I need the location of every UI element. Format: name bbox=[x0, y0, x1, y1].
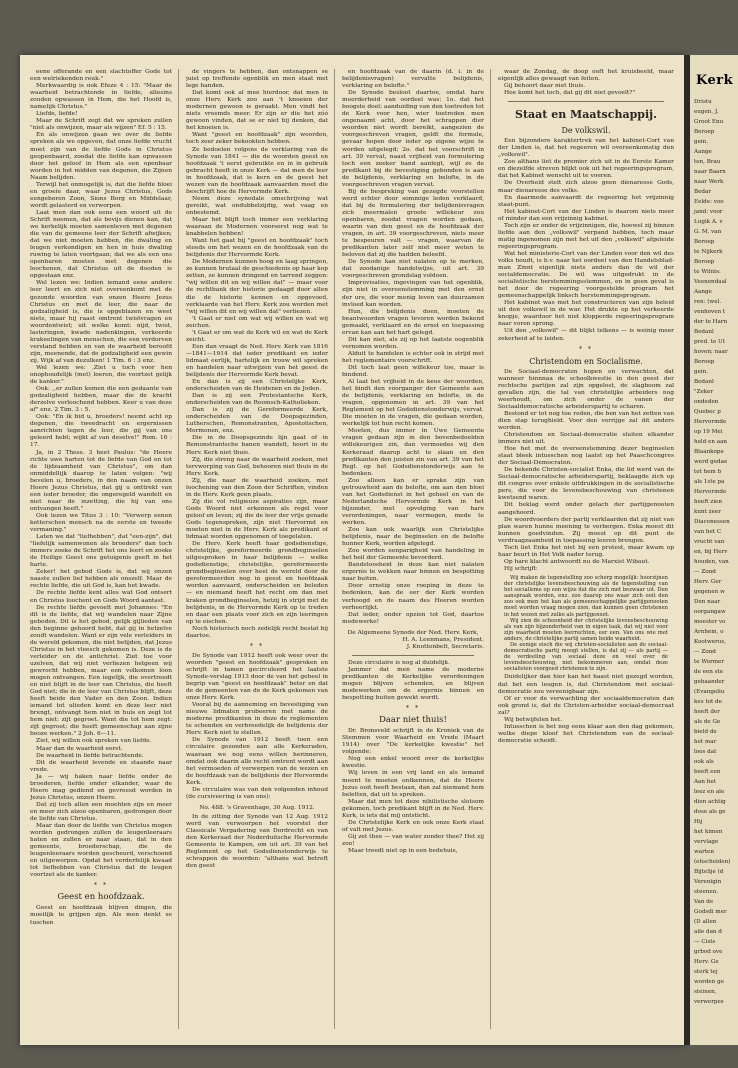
paragraph: Zoo alleen kan er sprake zijn van getrouwheid aan de belofte, om aan den bloei van het Godsdienst in het geheel en van de Nederlandsche Hervormde Kerk in het bijzonder, met opvolging van hare verordeningen, naar vermogen, mede te werken. bbox=[342, 477, 484, 526]
paragraph: eene offerande en een slachtoffer Gode tot een welriekenden reuk." bbox=[30, 69, 172, 83]
paragraph: In de zitting der Synode van 12 Aug. 1912 werd van verwoorpen het voorstel der Classicale Vergadering van Dordrecht en van den Kerkeraad der Nederduitsche Hervormde Gemeente te Kampen, om uit art. 39 van het Reglement op het Godsdienstonderwijs te schrappen de woorden: "althans wat betreft den geest bbox=[186, 813, 328, 870]
paragraph: Hoe komt het toch, dat gij dit niet gevoelt?" bbox=[504, 90, 636, 97]
col4-body-d bbox=[498, 674, 674, 744]
adjacent-page-line: Beroep bbox=[694, 359, 715, 365]
paragraph: Die in de Doopsgezinde lijn gaat of in Remonstrantsche banen wandelt, hoort in de Herv. Kerk niet thuis. bbox=[186, 435, 328, 456]
paragraph: Noch historisch noch zedelijk recht bestat bij daartoe. bbox=[186, 625, 328, 639]
paragraph: Wij zien de schoonheid der christelijke levensbeschouwing als van zijn bijzonderheid van in eigen taak, dat wij niet voor zijn waarheid moeten leerrechten, eer een. Van ons wie met anders, de christelijke partij samen beide waarheid. bbox=[504, 617, 668, 642]
paragraph: En daarmede aanvaardt de regeering het vrijzinnig staat-punt. bbox=[498, 194, 674, 208]
paragraph: Ze bedoelen volgens de verklaring van de Synode van 1841 — die de woorden geest en hoofdzaak 't eerst gebruikte en in in gebruik gebracht heeft in onze Kerk — dat men de leer in hoofdzaak, dat is kern en de geest het wezen van de hoofdzaak aanvaarden moet die beschrijft hoe de Hervormde Kerk. bbox=[186, 146, 328, 195]
paragraph: Maar het blijft toch immer een verklaring waaraan de Modernen voorserst nog wat te knabbelen hebben! bbox=[186, 216, 328, 238]
paragraph: De Sociaal-democraten hopen en verwachten, dat wanneer binnnaa de schoolkwestie in den geest der rechtsche partijen zal zijn opgelost, de slagboom zal gevallen zijn, die tal van christelijke arbeiders nog weerhoudt, om zich onder de vanen der Sociaaldemocratische arbeiderspartij te scharen. bbox=[498, 368, 674, 410]
paragraph: Dan is zij de Gereformeerde Kerk, onderscheiden van de Doopsgezinden, Lutherschen, Remonstranten, Apostolischen, Mormonen, enz. bbox=[186, 407, 328, 435]
col3-stars: * * bbox=[406, 705, 420, 713]
adjacent-page-line: Hervormde bbox=[694, 489, 727, 495]
paragraph: Laat men dan ook eens een woord uit de Schrift noemen, dat als bevijs dienen kan, dat we kerkelijk moeten samenleven met degenen die van de gemeene leer der Schrift afwijken; dat we niet moeten hebben, die dwaling en leugen verkondigen en hen in huis dwaling ruwing te laten voortgaan; dat we als een ons openbaren moeten met degenen die loochenen, dat Christus uit de dooden is opgestaan enz. bbox=[30, 209, 172, 280]
col3-heading-daar-niet-thuis: Daar niet thuis! bbox=[379, 715, 447, 726]
adjacent-page-line: Verenigin bbox=[694, 879, 722, 885]
paragraph: Dan is zij een Protestantsche Kerk, onderscheiden van de Roomsch-Katholieken. bbox=[186, 393, 328, 407]
paragraph: Dat ieder, onder opzien tot God, daartoe medewerke! bbox=[342, 611, 484, 625]
col4-stars: * * bbox=[579, 345, 593, 353]
adjacent-page-line: held en aan bbox=[694, 439, 728, 445]
paragraph: De bekende Christen-socialist Enka, die lid werd van de Sociaal-democratische arbeiderspartij, beklaagde zich op dit congres over enkele uitdrukkingen in de socialistische pers, die voor de levensbeschouwing van christenen kwetsend waren. bbox=[498, 467, 674, 502]
adjacent-page-line: Eelde: voo bbox=[694, 199, 724, 205]
paragraph: Wij leven in een vrij land en als iemand meent te moeten ontkennen, dat de Heere Jezus ooit heeft bestaan, dan zal niemand hem beletten, dat uit te spreken. bbox=[342, 770, 484, 798]
paragraph: Alduit te handelen is echter ook in strijd met het reglementaire voorschrift. bbox=[342, 350, 484, 364]
adjacent-page-line: der te Harn bbox=[694, 319, 728, 325]
paragraph: Ook: ,,er zullen komen die een gedaante van godzaligheid hebben, maar die de kracht derzelve verloochend hebben. Keer u van deze af" enz. 2 Tim. 3 : 5. bbox=[30, 386, 172, 414]
adjacent-page-line: kes tot de bbox=[694, 699, 722, 705]
adjacent-page-line: als 1ste pa bbox=[694, 479, 725, 485]
adjacent-page-line: Beroep bbox=[694, 259, 715, 265]
paragraph: Christendom en Sociaal-democratie sluiten elkander immers niet uit. bbox=[498, 432, 674, 446]
paragraph: Terwijl het onmogelijk is, dat die liefde bloei en groeie daar, waar Jezus Christus, Gods eengeboren Zoon, Sions Borg en Middelaar, wordt gelasterd en verworpen. bbox=[30, 181, 172, 209]
adjacent-page-line: verwerpes bbox=[694, 999, 724, 1005]
col3-body-b bbox=[342, 660, 484, 702]
col4-body-c bbox=[498, 369, 674, 573]
adjacent-page-line: ren: (wel. bbox=[694, 299, 722, 305]
adjacent-page-line: "Zeker bbox=[694, 389, 714, 395]
adjacent-page-line: jand: voor bbox=[694, 209, 723, 215]
adjacent-page-line: ook als bbox=[694, 759, 714, 765]
adjacent-page-line: Groot Enu bbox=[694, 119, 724, 125]
col4-heading-christendom-en-socialisme: Christendom en Socialisme. bbox=[529, 356, 643, 366]
paragraph: Dit de waarheid levende en staande naar vrede. bbox=[30, 759, 172, 773]
adjacent-page-line: venhoven t bbox=[694, 309, 726, 315]
paragraph: Bij de bespreking van gezegde voorstellen werd echter door sommige leden verklaard, dat bij de formulering der belijdenisvragen zich meermalen groote willekeur zou openbaren, zoodat vragen worden gedaan, waarin van den geest en de hoofdzaak der vragen, in art. 39 voorgeschreven, niets meer te bespeuren valt — vragen, waarvan de predikanten later zelf niet meer weten te beloven dat zij die hadden beleefd. bbox=[342, 188, 484, 259]
adjacent-page-line: Veenendaal bbox=[694, 279, 727, 285]
adjacent-page-line: (ehscheiden) bbox=[694, 859, 731, 865]
paragraph: Nog een enkel woord over de kerkelijke kwestie. bbox=[342, 756, 484, 770]
paragraph: Laten we dat "liefhebben", dat "een-zijn", dat "liefelijk samenwonen als broeders" dan toch immers zoeke de Schrift het ons leert en zoeke de Heilige Geest ons getuigenis geeft in het harte. bbox=[30, 534, 172, 569]
adjacent-page-line: oorgangaw bbox=[694, 609, 726, 615]
col3-body-c bbox=[342, 728, 484, 855]
col1-heading-geest-en-hoofdzaak: Geest en hoofdzaak. bbox=[57, 892, 145, 903]
paragraph: Maar dan de waarheid eerst. bbox=[36, 745, 123, 752]
adjacent-page-line: werd gedae bbox=[694, 459, 728, 465]
col3-divider bbox=[352, 655, 474, 656]
adjacent-page-line: naar Baarn bbox=[694, 169, 726, 175]
column-rule bbox=[490, 69, 491, 1029]
paragraph: 't Gaat er niet om wat wij willen en wat wij zeichen. bbox=[186, 315, 328, 329]
adjacent-page-line: gebaander bbox=[694, 679, 725, 685]
paragraph: Zoo althans liet de premier zich uit in de Eerste Kamer en diezelfde streven blijkt ook uit het regeeringsprogram, dat het Kabinet wenscht uit te voeren. bbox=[498, 159, 674, 180]
paragraph: waar de Zondag, de doop ooft het kruisbeeld, maar eigenlijk alles gewaagt van feiten. bbox=[498, 69, 674, 83]
adjacent-page-line: gegenen w bbox=[694, 589, 725, 595]
paragraph: Een dan vraagt de Ned. Herv. Kerk van 1816—1841—1914 dat ieder predikant en ieder lidmaat eerlijk, hartelijk en trouw wil spreken en handelen naar uitwijzen van het geest de belijdenis der Hervormde Kerk bevat. bbox=[186, 343, 328, 379]
paragraph: De Synode van 1912 heeft ook weer over de woorden "geest en hoofdzaak" gesproken en schrijft in tamen gecirculeerd het laatste Synode-verslag 1913 door de van het geheel in begrip van "geest en hoofdzaak" beter en dat de de gemeenten van de de Kerk gekomen van onze Herv. Kerk. bbox=[186, 652, 328, 702]
adjacent-page-line: van het C bbox=[694, 529, 722, 535]
paragraph: Intusschen is het nog eens klaar aan den dag gekomen, welke diepe kloof het Christendom van de sociaal-democratie scheidt. bbox=[498, 723, 674, 744]
adjacent-page-line: leez en ale bbox=[694, 789, 725, 795]
paragraph: Improvisaties, ingevingen van het ogenblik, zijn niet in overeenstemming met den ernst der ure, die voor menig leven van duurzamen invloed kan worden. bbox=[342, 280, 484, 308]
adjacent-page-line: Bijtelije (d bbox=[694, 869, 724, 875]
adjacent-page-line: Aan het bbox=[694, 779, 716, 785]
adjacent-page bbox=[690, 55, 738, 1045]
adjacent-page-line: Herv. Ge bbox=[694, 959, 719, 965]
adjacent-page-line: aile dan d bbox=[694, 929, 722, 935]
adjacent-page-line: te Wilnis: bbox=[694, 269, 721, 275]
paragraph: De Christelijke Kerk en ook onze Kerk staat of valt met Jezus. bbox=[342, 819, 484, 833]
paragraph: Zoo worden eenparigheid van handeling in het heil der Gemeente bevorderd. bbox=[342, 548, 484, 562]
paragraph: De woordvoerders der partij verklaarden dat zij niet van plan waren hunne meening te verbergen. Enka moest dit kunnen goedvinden. Zij moest op dit punt de verdraagzaamheid in toepassing leeren brengen. bbox=[498, 516, 674, 544]
adjacent-page-line: Bedanl bbox=[694, 379, 714, 385]
paragraph: Wij maken de tegenstelling zoo scherp mogelijk: hoorzijnen der christelijke levensbeschouwing als de tegenstelling van het socialisme op een wijze dat die zich met bezwaar uit. Den aanspraak worden, enz. zoo daarop ons waar zich ooit den zoo ook men het kan als gemeenschappelijke partijgenooten moet worden vraag mogen zien, dan kunnen geen christenen in het wezen met zulke als partijgenoot. bbox=[504, 574, 668, 618]
paragraph: Hun, die belijdenis doen, moeten de beantwoorden vragen tevoren worden bekend gemaakt, verklaard en de ernst en toepassing ervan kan aan het hart gelegd. bbox=[342, 308, 484, 336]
adjacent-page-line: Herv. Ger bbox=[694, 579, 722, 585]
paragraph: Want "geest en hoofdzaak" zijn woorden, toch zeer zeker bekookten hebben. bbox=[186, 132, 328, 146]
col2-body-c bbox=[186, 814, 328, 870]
adjacent-page-line: houden, van bbox=[694, 559, 729, 565]
paragraph: Of er voor de verwachting der sociaaldemocraten dan ook grond is, dat de Christen-arbeider sociaal-democraat zal? bbox=[498, 695, 674, 716]
col1-body-b bbox=[30, 905, 172, 926]
paragraph: Zij die vol religieuze aspiraties zijn, maar Gods Woord niet erkennen als regel voor geloof en leven; zij die de leer der vrije genade Gods tegenspreken, zijn niet Hervormd en moeten niet in de Herv. Kerk als predikant of lidmaat worden opgenomen of toegelaten. bbox=[186, 498, 328, 541]
paragraph: Wel lezen we: Indien iemand eene andere leer leert en zich niet overeenkomt met de gezonde woorden van onzen Heere Jezus Christus en met de leer, die naar de godzaligheid is, die is opgeblazen en weet niets, maar hij raast omtrent twistvragen en woordentwist; uit welke komt: nijd, twist, lasteringen, kwade nadenkingen, verkeerde krakeelingen van menschen, die een verdorven verstand hebben en van de waarheid beroofd zijn, meenende, dat de godzaligheid een gewin zij. Wijk af van dezulken! 1 Tim. 6 : 3 enz. bbox=[30, 280, 172, 364]
paragraph: de vingers te hebben, dan ontsnappen se juist op treffende ogenblik en men staat met lege handen. bbox=[186, 69, 328, 90]
paragraph: Gij behoort daar niet thuis. bbox=[504, 83, 586, 90]
paragraph: Maar de Schrift zegt dat we spreken zullen "niet als onwijzen, maar als wijzen" Ef. 5 : 15. bbox=[30, 118, 172, 132]
paragraph: Ook: "En ik bid u, broeders! neemt acht op degenen, die tweedracht en ergernissen aanrichten tegen de leer, die gij van ons geleerd hebt; wijkt af van deselve!" Rom. 16 : 17. bbox=[30, 414, 172, 449]
paragraph: Dr. Bronsveld schrijft in de Kroniek van de Stemmen voor Waarheid en Vrede (Maart 1914) over "De kerkelijke kwestie" het volgende: bbox=[342, 728, 484, 756]
col1-body bbox=[30, 69, 172, 879]
paragraph: en hoofdzaak van de daarin (d. i. in de belijdenisvragen) vervatte belijdenis, verklaring en belofte." bbox=[342, 69, 484, 90]
col4-divider bbox=[508, 101, 664, 102]
paragraph: Duidelijker dan hier kan het haast niet gezegd worden, dat het een leugen is, dat Christendom met sociaal-democratie zou vereenigbaar zijn. bbox=[498, 674, 674, 695]
col4-heading-de-volkswil: De volkswil. bbox=[561, 126, 611, 136]
adjacent-page-line: tot hem b bbox=[694, 469, 722, 475]
paragraph: Zeker! het gebod Gods is, dat wij onzen naaste zullen lief hebben als onszelf. Maar de rechte liefde, die uit God is, kan het kwade. bbox=[30, 569, 172, 590]
paragraph: Dat komt ook al mee hierdoor, dat men in onze Herv. Kerk zoo aan 't knoeien der modernen gewoon is geraakt. Men vindt het niets vreemds meer. Er zijn er die het zóó gewoon vinden, dat se er niet bij denken, dat het knoeien is. bbox=[186, 90, 328, 132]
paragraph: Wij betwijfelen het. bbox=[504, 716, 563, 723]
paragraph: Deze circulaire is nog al duidelijk. bbox=[348, 659, 450, 666]
paragraph: Geest en hoofdzaak blijven dingen, die moeilijk te grijpen zijn. Als men denkt se tuschen bbox=[30, 905, 172, 926]
adjacent-page-line: steinen, bbox=[694, 989, 717, 995]
paragraph: Uit den „volkswil" — dit blijkt telkens — is weinig meer zekerheid af te leiden. bbox=[498, 328, 674, 342]
paragraph: En dan is zij een Christelijke Kerk, onderscheiden van de Heidenen en de Joden. bbox=[186, 379, 328, 393]
adjacent-page-line: vervlage bbox=[694, 839, 719, 845]
adjacent-page-line: (Evangeliu bbox=[694, 689, 725, 695]
adjacent-page-line: gein. bbox=[694, 139, 709, 145]
paragraph: Hoe het met de overeenstemming dezer beginselen staat bleek intusschen nog laatst op het Paaschcongres der Sociaal-Democraten. bbox=[498, 446, 674, 467]
adjacent-page-line: Hij bbox=[694, 819, 703, 825]
paragraph: Ja, in 2 Thess. 3 heet Paulus: "de Heere richte uwe harten tot de liefde van God en tot de lijdzaamheid van Christus", om dan onmiddellijk daarop te laten volgen: "wij bevelen u, broeders, in den naam van onzen Heere Jezus Christus, dat gij u onttrekt van een ieder broeder, die ongeregeld wandelt en niet naar de inzetting, die hij van ons ontvangen heeft." bbox=[30, 449, 172, 512]
paragraph: 't Gaat er om wat de Kerk wil en wat de Kerk zeicht. bbox=[186, 329, 328, 343]
paragraph: Zij, die streng naar de waarheid zoeken, met tervworping van God, behooren niet thuis in de Herv. Kerk. bbox=[186, 456, 328, 477]
paragraph: De circulaire was van den volgenden inhoud (de cursiveering is van ons): bbox=[186, 786, 328, 800]
adjacent-page-line: en, bij Herv bbox=[694, 549, 728, 555]
paragraph: De Overheid stelt zich alzoo geen dienaresse Gods, maar dienaresse des volks. bbox=[498, 180, 674, 194]
adjacent-page-line: het mar bbox=[694, 739, 717, 745]
col4-body bbox=[498, 69, 674, 97]
adjacent-page-line: beeft een bbox=[694, 769, 721, 775]
col4-quote bbox=[504, 575, 668, 673]
paragraph: De rechte liefde gevoelt met Johannes: "En dit is de liefde, dat wij wandelen naar Zijne geboden. Dit is het gebod, gelijk gijlieden van den beginne gehoord hebt, dat gij in hetzelve zoudt wandelen. Want er zijn vele verleiders in de wereld gekomen, die niet belijden, dat Jezus Christus in het vleesch gekomen is. Deze is de verleider en de antichrist. Ziet toe voor uzelven, dat wij niet verliezen hetgeen wij gewrocht hebben, maar een volkomen loon mogen ontvangen. Een iegelijk, die overtreedt en niet blijft in de leer van Christus, die heeft God niet; die in de leer van Christus blijft, deze heeft beide den Vader en den Zoon. Indien iemand tot ulieden komt en deze leer niet brengt, ontvangt hem niet in huis en zegt tot hem niet: zijt gegroet. Want die tot hem zegt: zijt gegroet; die heeft gemeenschap aan zijne booze werken." 2 Joh. 6—11. bbox=[30, 604, 172, 738]
column-2 bbox=[186, 69, 328, 1029]
col4-body-b bbox=[498, 138, 674, 342]
adjacent-page-line: Den naar bbox=[694, 599, 721, 605]
col3-signature-body: De Algemeene Synode der Ned. Herv. Kerk, bbox=[347, 629, 479, 636]
paragraph: Het kabinet-Cort van der Linden is daarom niets meer of minder dan een vrijzinnig kabinet. bbox=[498, 208, 674, 222]
paragraph: Dit kan niet, als zij op het laatste oogenblik vernomen worden. bbox=[342, 336, 484, 350]
adjacent-page-line: pred. te Ut bbox=[694, 339, 726, 345]
adjacent-page-line: Diaconessen bbox=[694, 519, 730, 525]
adjacent-page-line: G. M. van bbox=[694, 229, 722, 235]
newspaper-page bbox=[20, 55, 684, 1045]
col2-body bbox=[186, 69, 328, 640]
paragraph: Maar dan door de liefde van Christus mogen worden gedrongen zullen de leugenleeraars haten en zullen er naar staan, dat in den gemeente, broederschap, die de leugenleeraars worden gescheurd, verschoond en uitgeworpen. Opdat het verderfelijk kwaad tot liefhebben van Christus dat de leugen voortzet als de kanker. bbox=[30, 823, 172, 879]
adjacent-page-line: heeft zien bbox=[694, 499, 722, 505]
adjacent-page-line: het kimen bbox=[694, 829, 723, 835]
paragraph: Dat zij toch allen een moehten zijn en meer en meer zich alzoo openbaren, gedrongen door de liefde van Christus. bbox=[30, 801, 172, 822]
adjacent-page-line: Bedar bbox=[694, 189, 712, 195]
paragraph: Ook lezen we Titus 3 : 10: "Verwerp eenen ketterschen mensch na de eerste en tweede vermaning." bbox=[30, 512, 172, 534]
adjacent-page-line: Godsdi mer bbox=[694, 909, 727, 915]
paragraph: Een bijzondere karaktertrek van het kabinet-Cort van der Linden is, dat het regeeren wil overeenkomstig den „volkswil". bbox=[498, 138, 674, 159]
paragraph: De rechte liefde kent alles wat God ontsert en Christus loochent en Gods Woord aantast. bbox=[30, 590, 172, 604]
col3-body bbox=[342, 69, 484, 626]
adjacent-page-line: Lugik A. v bbox=[694, 219, 723, 225]
paragraph: De Synode kan niet nalaten op te merken, dat zoodanige handelwijze, uit art. 39 voorgeschreven grondslag voldoen. bbox=[342, 259, 484, 280]
adjacent-page-line: grbod ove bbox=[694, 949, 723, 955]
adjacent-page-line: Beroep bbox=[694, 239, 715, 245]
paragraph: Merkwaardig is ook Efeze 4 : 15: "Maar de waarheid betrachtende in liefde, allesins zouden opwassen in Hem, die het Hoofd is, namelijk Christus." bbox=[30, 83, 172, 111]
paragraph: Liefde, liefde! bbox=[36, 111, 78, 118]
column-4 bbox=[498, 69, 674, 1029]
paragraph: Gij zet thee — van water zonder thee? Het zij zoo! bbox=[342, 833, 484, 847]
adjacent-page-line: te Nijkerk bbox=[694, 249, 723, 255]
column-rule bbox=[334, 69, 335, 1029]
adjacent-page-line: (D allen bbox=[694, 919, 717, 925]
adjacent-page-line: ondeden bbox=[694, 399, 719, 405]
paragraph: Jammer dat men name de moderne predikanten de Kerkelijke verordeningen mogen blijven schenden, en blijven modewerken om de ergernis binnen en bespotting buiten gewekt wordt. bbox=[342, 666, 484, 702]
paragraph: Op hare klacht antwoordt nu de Marxist Wibaut. bbox=[504, 558, 650, 565]
column-3 bbox=[342, 69, 484, 1029]
adjacent-page-line: eugen, J. bbox=[694, 109, 719, 115]
paragraph: De Synode besloot daartoe, omdat hare meerderheid van oordeel was: 1o. dat het boogste doel: aanduiding van den toetreden tot de Kerk voor hen, wier toetreden men ongenaamt acht, door het schrappen dier woorden niet wordt bereikt, aangezien de voorgeschreven vragen, geldt die formule, gevaar hopen door ieder op eigene wijze te worden uitgelegd; 2o. dat het voorschrift in art. 39 vervat, naast vrijheid van formulering toch een zeeker band aanlegt, wijl ze de predikant bij de bevestiging gebonden is aan de belijdenis, verklaring en belofte, in de voorgeschreven vragen vervat. bbox=[342, 90, 484, 188]
paragraph: Moeten, dus immer in Uwe Gemeente vragen gedaan zijn in den bovenbedoelden willekeurigen zin, dan vermoedes wij den Kerkeraad daarop acht te slaan en den predikanten den juisten zin van art. 39 van het Regl. op het Godsdienstonderwijs aan te bedenken. bbox=[342, 428, 484, 477]
paragraph: De eenige eisch die wij christen-socialisten aan de sociaal-democratische partij moogt stellen, is dat zij — als partij — de verdeeling van sociaal deze en veel over de levensbeschouwing, niet bekommeren aan, omdat deze socialisten voorgoed christenen te zijn. bbox=[504, 641, 668, 673]
paragraph: Ja — wij haken naar liefde onder de broederen, liefde onder elkander, waar de Heere mag gediend en gevreesd worden in Jezus Christus, onzen Heere. bbox=[30, 773, 172, 801]
adjacent-page-line: dien achtig bbox=[694, 799, 726, 805]
adjacent-page-line: Aange bbox=[694, 289, 712, 295]
adjacent-page-line: ten, Brau bbox=[694, 159, 721, 165]
paragraph: Maar treedt niet op in een bedehuis, bbox=[348, 847, 458, 854]
adjacent-page-line: — Cists bbox=[694, 939, 716, 945]
paragraph: Door ernstig onze roeping in deze te bedenken, kan de eer der Kerk worden verhoogd en de naam des Heeren worden verheerlijkt. bbox=[342, 583, 484, 611]
adjacent-page-line: moester vo bbox=[694, 619, 726, 625]
paragraph: Het kabinet was met het constructeren van zijn beleid uit den volkswil in de war. Het drukte op het verkeerde knopje, waardoor het niet klopperde regeeringsprogram naar voren sprong. bbox=[498, 300, 674, 328]
adjacent-page-line: kunt zeer bbox=[694, 509, 721, 515]
adjacent-page-line: Van de bbox=[694, 899, 714, 905]
adjacent-page-line: als de Ge bbox=[694, 719, 721, 725]
adjacent-page-line: Beroep bbox=[694, 129, 715, 135]
adjacent-page-title: Kerk bbox=[696, 73, 734, 88]
col3-signature-president: H. A. Leenmans, President. bbox=[402, 636, 484, 643]
section-title-staat-en-maatschappij: Staat en Maatschappij. bbox=[515, 108, 657, 122]
paragraph: Want het gaat bij "geest en hoofdzaak" toch steeds om het wezen en de hoofdzaak van de belijdenis der Hervormde Kerk. bbox=[186, 238, 328, 259]
paragraph: Zoo kan ook waarlijk een Christelijke belijdenis, naar de beginselen en de belofte hunner Kerk, worden afgelegd. bbox=[342, 527, 484, 548]
column-1 bbox=[30, 69, 172, 1029]
col1-stars: * * bbox=[94, 882, 108, 890]
paragraph: De Synode van 1912 heeft toen een circulaire gezonden aan alle Kerkeraden, waaraan we nog eens willen herinneren, omdat ook daarin alle recht omtrent wordt aan het vermoeden of verwerpen van de wezen en de hoofdzaak van de belijdenis der Hervormde Kerk. bbox=[186, 737, 328, 786]
adjacent-page-line: te Wormer bbox=[694, 659, 725, 665]
paragraph: Toch zijn er onder de vrijzinnigen, die, hoewel zij binnen liefde aan den „volkswil" verpand hebben, toch maar matig ingenomen zijn met het uit den „volkswil" afgeleide regeeringsprogram. bbox=[498, 222, 674, 250]
adjacent-page-line: Aange bbox=[694, 149, 712, 155]
adjacent-page-line: Dristu bbox=[694, 99, 712, 105]
adjacent-page-line: naar Werk bbox=[694, 179, 724, 185]
adjacent-page-line: — Zond bbox=[694, 569, 716, 575]
adjacent-page-line: heeft der bbox=[694, 709, 720, 715]
adjacent-page-line: bield de bbox=[694, 729, 717, 735]
paragraph: Bandeloosheid in deze kan niet nalaten ergernis te wekken naar binnen en bespotting naar buiten. bbox=[342, 562, 484, 583]
col2-body-b bbox=[186, 653, 328, 801]
paragraph: Bestond er tot nog toe reden, die ben van het zetten van dien stap terughield. Voor den verrijge zal dit anders worden. bbox=[498, 410, 674, 431]
adjacent-page-line: worden ge bbox=[694, 979, 724, 985]
adjacent-page-line: Kootwerus, bbox=[694, 639, 727, 645]
adjacent-page-line: Hervormde bbox=[694, 419, 727, 425]
column-rule bbox=[178, 69, 179, 1029]
adjacent-page-line: loos dat bbox=[694, 749, 717, 755]
paragraph: Maar dat men tot deze nihilistische slotsom gekomen, toch predikant blijft in de Ned. Herv. Kerk, is iets dat mij ontsticht. bbox=[342, 798, 484, 819]
paragraph: En als onwijzen gaan we over de liefde spreken als we opgeven, dat onze liefde vrucht moet zijn van de liefde Gods in Christus geopenbaard, zoodat die liefde kan opwassen door het geloof in Hem als een openbaar worden in het midden van degenen, die Zijnen Naam belijden. bbox=[30, 132, 172, 181]
paragraph: Toch liet Enka het niet bij een protest, maar kwam op haar beurt in Het Volk nader terug. bbox=[498, 544, 674, 558]
adjacent-page-line: Arnhem, o bbox=[694, 629, 724, 635]
paragraph: De Herv. Kerk heeft haar godsdienstige, christelijke, gereformeerde grondbeginselen uitgesproken in haar belijdenis — welke godsdienstige, christelijke, gereformeerde grondbeginselen over heel de wereld door de gereformeerden nog in geest en hoofdzaak worden aanvaard, onderscheiden en beleden — en niemand heeft het recht om dan met kraken grondbeginselen, hetzij in strijd met de belijdenis, in de Hervormde Kerk op te treden en daar een plaats voor zich en zijn leeringen op te eischen. bbox=[186, 541, 328, 625]
adjacent-page-line: gein. bbox=[694, 369, 709, 375]
adjacent-page-line: de een ste bbox=[694, 669, 724, 675]
adjacent-page-line: steenen. bbox=[694, 889, 719, 895]
paragraph: Ziet, wij willen ook spreken van liefde. bbox=[36, 738, 152, 745]
adjacent-page-line: dose als ge bbox=[694, 809, 726, 815]
adjacent-page-line: vrucht van bbox=[694, 539, 725, 545]
paragraph: Wat het ministerie-Cort van der Linden voor den wil des volks houdt, is b.v. naar het oordeel van den Handelsblad-man Zinnt eigenlijk niets anders dan de wil der socialdemocratie. De wil was uitgedrukt in de socialistische herstemmingsstemmen, en in geen geval is het door de regeering voorgestelde program het gemeenschappelijk linksch herstemmingsprogram. bbox=[498, 250, 674, 300]
adjacent-page-line: — Zond bbox=[694, 649, 716, 655]
paragraph: Hij schrijft: bbox=[504, 565, 538, 572]
paragraph: Dit beklag werd onder gelach der partijgenooten aangehoord. bbox=[498, 502, 674, 516]
col3-signature-secretary: J. Knottenbelt, Secretaris. bbox=[406, 643, 484, 650]
paragraph: Zij, die naar de waarheid zoeken, met loochening van den Zoon der Schriften, vinden in de Herv. Kerk geen plaats. bbox=[186, 477, 328, 498]
adjacent-page-line: sterk tej bbox=[694, 969, 718, 975]
paragraph: De waarheid in liefde betrachtende. bbox=[36, 752, 144, 759]
paragraph: Dit toch laat geen willekeur toe, maar is bindend. bbox=[342, 364, 484, 379]
paragraph: Vooral bij de aanneming en bevestiging van nieuwe lidmaten probeeren met name de moderne predikanten in deze de reglementen te schenden en verbreedelijk de belijdenis der Herv. Kerk niet te stellen. bbox=[186, 702, 328, 737]
paragraph: De Modernen kunnen hoog en laag springen, ze kunnen brutaal de geschiedenis op haar kop zetten, ze kunnen dringend en tarrend zeggen: "wij willen dit en wij willen dat" — maar voor de rechtbank der historie gedaagd door allen die de historie kennen en opgevoed, verklaarde van het Herv. Kerk zou worden met "wij willen dit en wij willen dat" verliezen. bbox=[186, 259, 328, 315]
paragraph: Al laat het vrijheid in de keus der woorden, het bindt den voorganger der Gemeente aan de belijdenis, verklaring en belofte, in de vragen, opgenomen in art. 39 van het Reglement op het Godsdienstonderwijs, vervat. Die moeten in de vragen, die gedaan worden, werkelijk tot hun recht komen. bbox=[342, 379, 484, 428]
adjacent-page-line: Quebec p bbox=[694, 409, 721, 415]
adjacent-page-line: Blaankope bbox=[694, 449, 724, 455]
col2-stars: * * bbox=[250, 642, 264, 650]
paragraph: Neem deze synodale omschrijving wat gereikt, wat ondubbelzijdig, wat vaag en onbestemd. bbox=[186, 195, 328, 216]
adjacent-page-line: Bedanl bbox=[694, 329, 714, 335]
paragraph: Wel lezen we: ,Ziet u toch voor hen onophoudelijk (met) loeren, die voortzet gelijk de kanker." bbox=[30, 364, 172, 386]
col2-letter-head: No. 488. 's Gravenhage, 30 Aug. 1912. bbox=[199, 804, 315, 811]
adjacent-page-line: warten bbox=[694, 849, 714, 855]
adjacent-page-line: hoven; naar bbox=[694, 349, 728, 355]
adjacent-page-line: op 19 Mei bbox=[694, 429, 723, 435]
